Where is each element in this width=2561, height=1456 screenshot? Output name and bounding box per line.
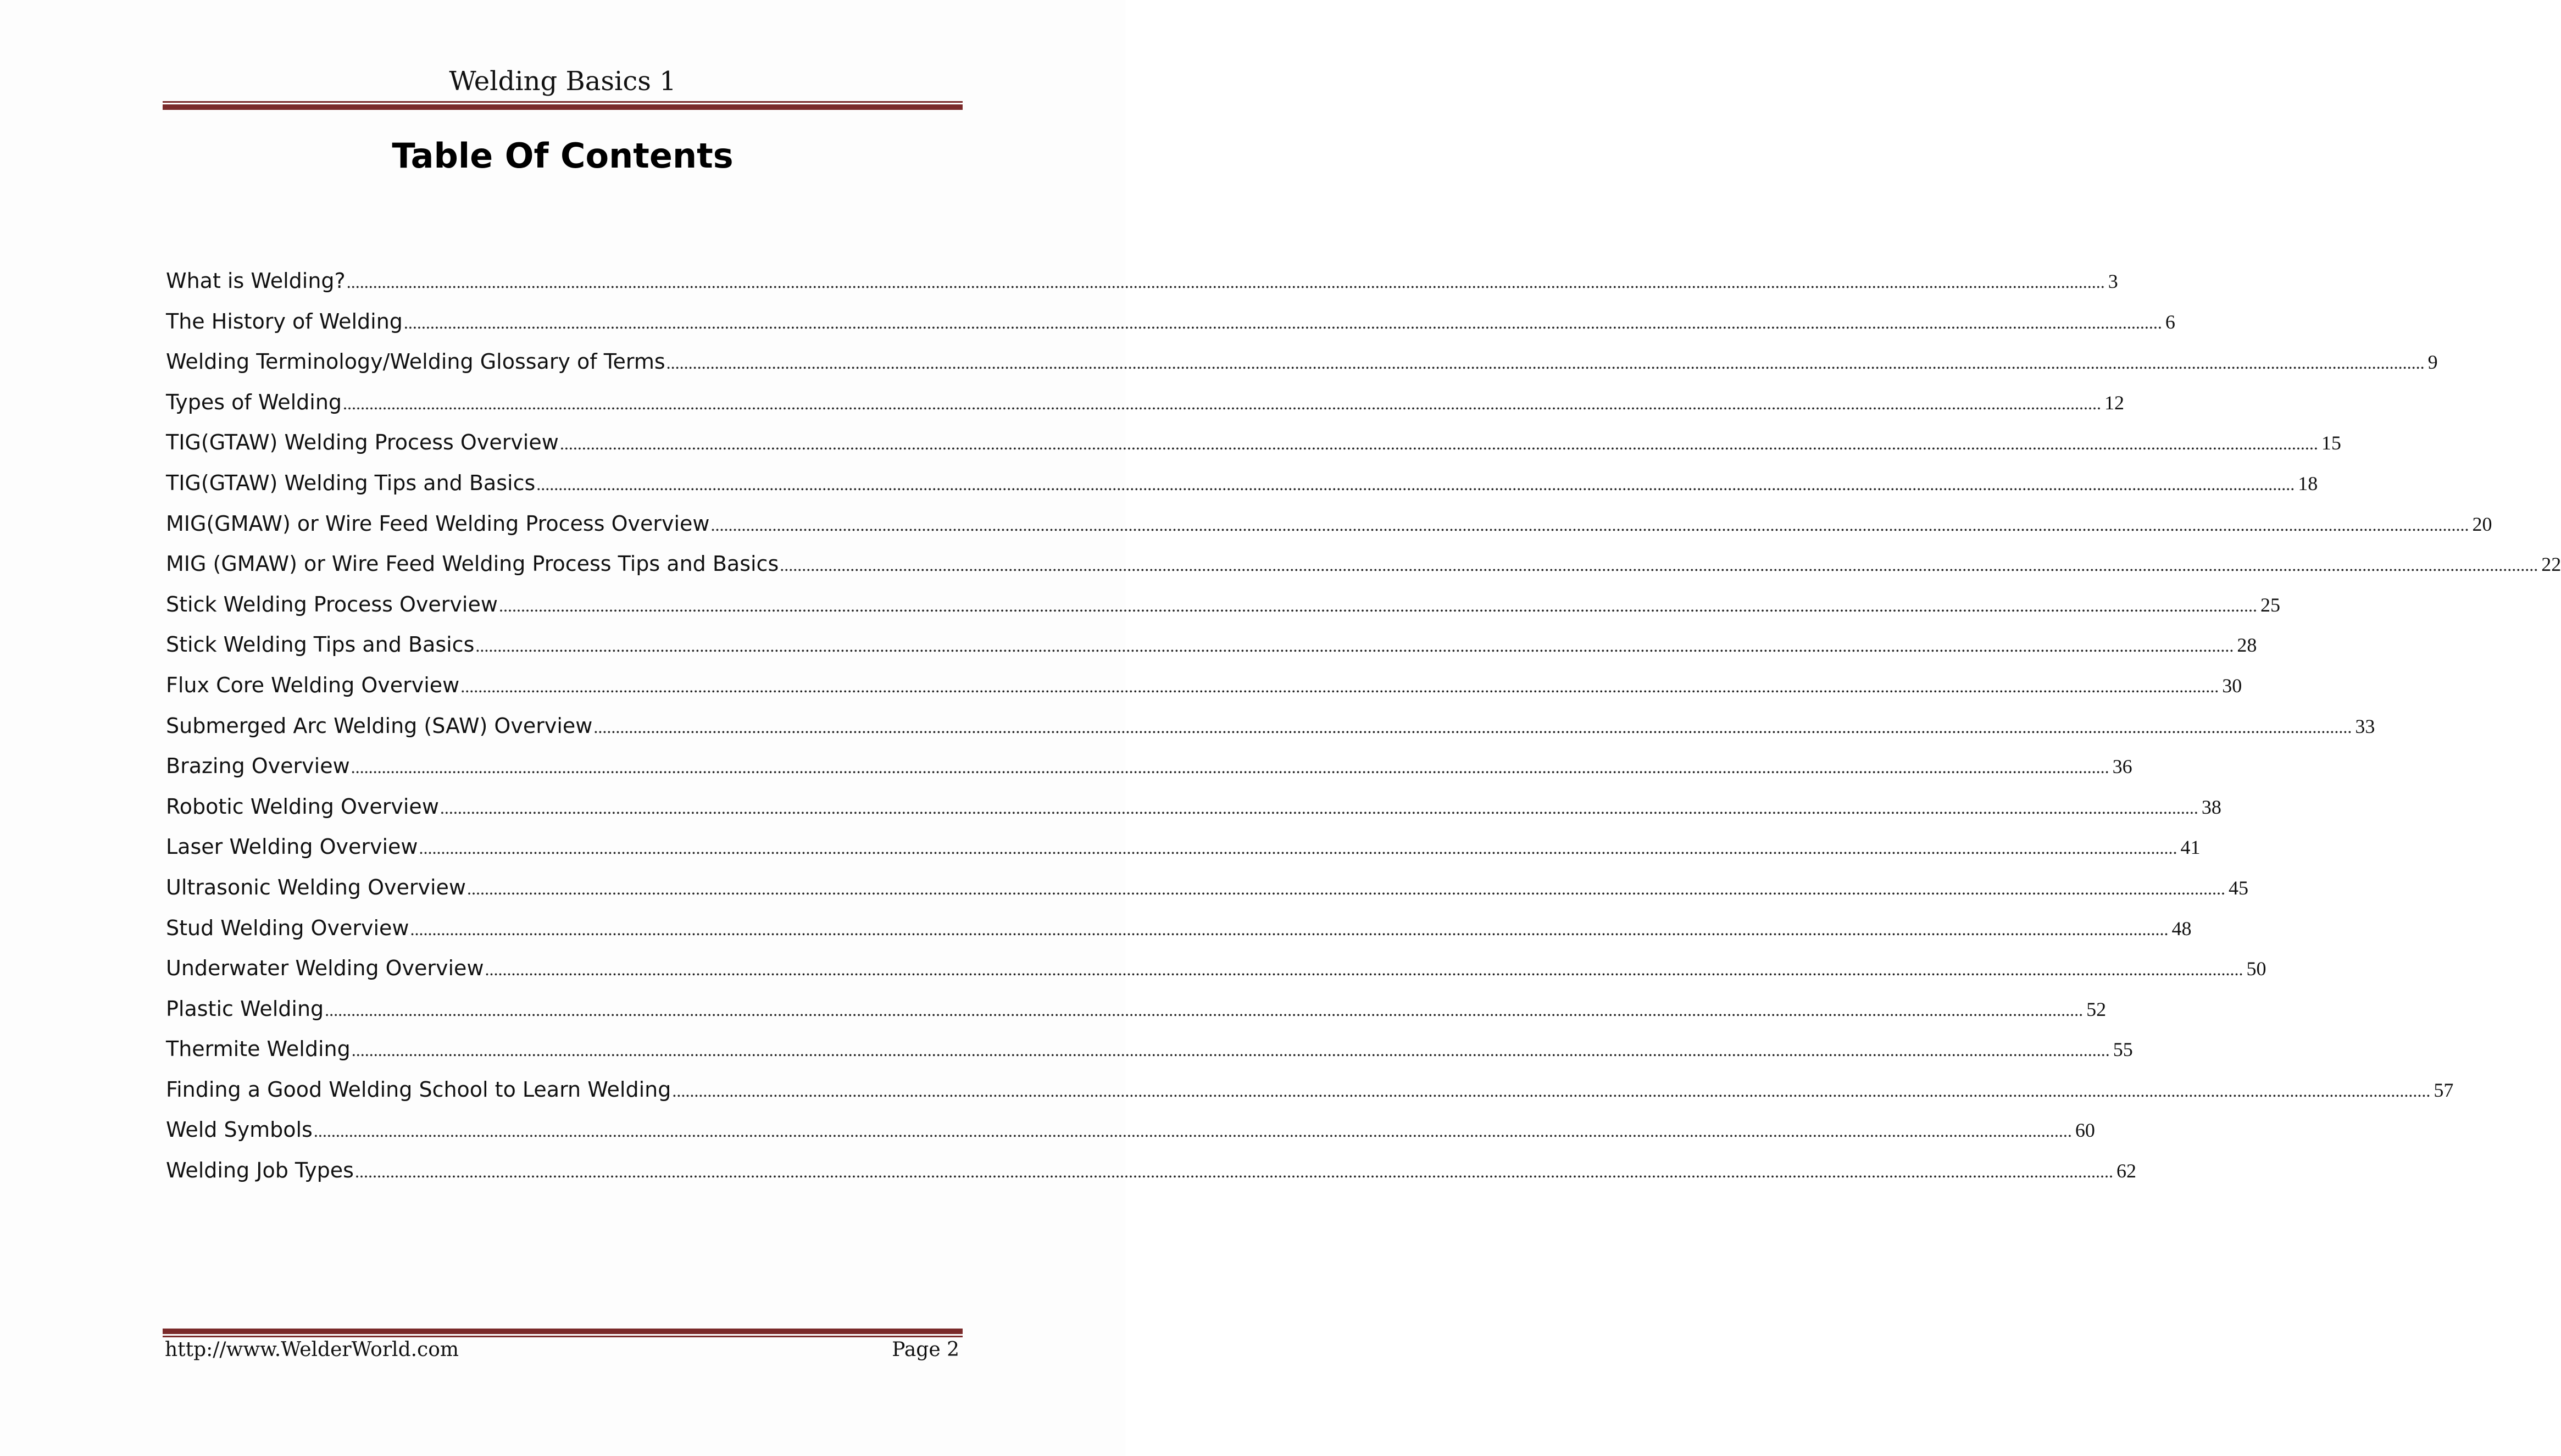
toc-entry-page-number[interactable]: 18 [2298, 472, 2318, 494]
toc-entry-title[interactable]: Stud Welding Overview [166, 915, 409, 940]
toc-entry-title[interactable]: Weld Symbols [166, 1118, 313, 1142]
toc-dot-leader: ................................................................................................................................................................................................................................................................................................................................................................................................................ [710, 514, 2469, 535]
toc-dot-leader: ................................................................................................................................................................................................................................................................................................................................................................................................................ [593, 716, 2352, 737]
toc-entry-page-number[interactable]: 55 [2113, 1038, 2133, 1061]
toc-entry-page-number[interactable]: 50 [2246, 958, 2266, 980]
toc-entry[interactable] [166, 954, 2266, 995]
toc-entry[interactable] [166, 510, 2492, 551]
header-rule [163, 101, 963, 110]
toc-entry[interactable] [166, 591, 2280, 631]
toc-entry[interactable] [166, 348, 2438, 388]
toc-dot-leader: ................................................................................................................................................................................................................................................................................................................................................................................................................ [475, 636, 2234, 656]
toc-entry[interactable] [166, 914, 2192, 955]
toc-entry-page-number[interactable]: 12 [2104, 391, 2125, 414]
toc-entry-page-number[interactable]: 52 [2086, 998, 2107, 1020]
toc-entry-title[interactable]: Types of Welding [166, 390, 342, 414]
toc-entry[interactable] [166, 712, 2375, 753]
toc-dot-leader: ................................................................................................................................................................................................................................................................................................................................................................................................................ [498, 595, 2257, 615]
toc-entry-title[interactable]: Stick Welding Tips and Basics [166, 632, 475, 657]
toc-entry[interactable] [166, 469, 2318, 510]
toc-entry-title[interactable]: Finding a Good Welding School to Learn Welding [166, 1077, 671, 1102]
toc-entry-title[interactable]: Ultrasonic Welding Overview [166, 875, 466, 899]
footer-page-number: Page 2 [892, 1338, 959, 1361]
toc-entry[interactable] [166, 631, 2257, 671]
toc-entry-page-number[interactable]: 20 [2472, 513, 2492, 535]
toc-entry-title[interactable]: Flux Core Welding Overview [166, 673, 460, 697]
toc-entry[interactable] [166, 1116, 2095, 1157]
toc-entry[interactable] [166, 874, 2248, 914]
toc-entry-title[interactable]: TIG(GTAW) Welding Tips and Basics [166, 470, 536, 495]
toc-entry-title[interactable]: Thermite Welding [166, 1037, 351, 1062]
toc-entry[interactable] [166, 1035, 2133, 1076]
toc-entry-page-number[interactable]: 22 [2541, 553, 2561, 576]
toc-dot-leader: ................................................................................................................................................................................................................................................................................................................................................................................................................ [666, 353, 2425, 373]
toc-dot-leader: ................................................................................................................................................................................................................................................................................................................................................................................................................ [485, 959, 2243, 980]
toc-entry-title[interactable]: Robotic Welding Overview [166, 794, 439, 819]
toc-entry-page-number[interactable]: 62 [2116, 1160, 2136, 1182]
toc-dot-leader: ................................................................................................................................................................................................................................................................................................................................................................................................................ [672, 1080, 2431, 1101]
toc-dot-leader: ................................................................................................................................................................................................................................................................................................................................................................................................................ [559, 434, 2318, 454]
toc-entry-title[interactable]: Welding Job Types [166, 1158, 354, 1183]
toc-entry-title[interactable]: MIG(GMAW) or Wire Feed Welding Process Overview [166, 511, 710, 536]
toc-entry-title[interactable]: MIG (GMAW) or Wire Feed Welding Process Tips and Basics [166, 552, 779, 576]
toc-dot-leader: ................................................................................................................................................................................................................................................................................................................................................................................................................ [343, 393, 2102, 413]
toc-entry-page-number[interactable]: 36 [2112, 755, 2132, 778]
toc-entry-page-number[interactable]: 38 [2201, 796, 2221, 818]
toc-dot-leader: ................................................................................................................................................................................................................................................................................................................................................................................................................ [410, 919, 2169, 939]
running-header-title: Welding Basics 1 [449, 66, 676, 97]
toc-entry-title[interactable]: The History of Welding [166, 309, 403, 334]
table-of-contents [166, 267, 2561, 1197]
toc-dot-leader: ................................................................................................................................................................................................................................................................................................................................................................................................................ [419, 838, 2177, 858]
toc-entry-title[interactable]: Welding Terminology/Welding Glossary of Terms [166, 349, 665, 374]
toc-entry[interactable] [166, 1076, 2454, 1116]
toc-entry-page-number[interactable]: 60 [2075, 1119, 2095, 1142]
toc-entry-page-number[interactable]: 25 [2260, 593, 2280, 616]
toc-entry-title[interactable]: Submerged Arc Welding (SAW) Overview [166, 713, 593, 738]
toc-entry-title[interactable]: Plastic Welding [166, 996, 324, 1021]
toc-entry[interactable] [166, 388, 2125, 429]
toc-dot-leader: ................................................................................................................................................................................................................................................................................................................................................................................................................ [467, 878, 2225, 898]
toc-entry-title[interactable]: Stick Welding Process Overview [166, 592, 498, 616]
toc-entry[interactable] [166, 995, 2107, 1036]
toc-entry[interactable] [166, 1157, 2136, 1197]
toc-entry-page-number[interactable]: 33 [2355, 715, 2375, 737]
toc-dot-leader: ................................................................................................................................................................................................................................................................................................................................................................................................................ [403, 312, 2162, 332]
toc-entry-page-number[interactable]: 3 [2108, 270, 2118, 292]
toc-entry-title[interactable]: Brazing Overview [166, 754, 350, 779]
toc-entry-page-number[interactable]: 6 [2165, 310, 2175, 333]
toc-dot-leader: ................................................................................................................................................................................................................................................................................................................................................................................................................ [536, 474, 2295, 494]
toc-entry[interactable] [166, 267, 2118, 308]
toc-entry[interactable] [166, 752, 2132, 793]
header-rule-thick-line [163, 104, 963, 110]
toc-entry-page-number[interactable]: 48 [2171, 917, 2192, 940]
toc-dot-leader: ................................................................................................................................................................................................................................................................................................................................................................................................................ [313, 1121, 2072, 1141]
toc-dot-leader: ................................................................................................................................................................................................................................................................................................................................................................................................................ [351, 1040, 2110, 1060]
toc-entry[interactable] [166, 671, 2242, 712]
toc-entry-page-number[interactable]: 41 [2180, 836, 2201, 859]
toc-entry-page-number[interactable]: 30 [2222, 674, 2242, 697]
footer-rule-thick-line [163, 1329, 963, 1334]
toc-dot-leader: ................................................................................................................................................................................................................................................................................................................................................................................................................ [351, 757, 2109, 777]
footer-website-link[interactable]: http://www.WelderWorld.com [165, 1338, 459, 1361]
toc-entry-page-number[interactable]: 28 [2237, 634, 2257, 657]
toc-entry[interactable] [166, 429, 2341, 469]
toc-entry-page-number[interactable]: 9 [2427, 351, 2438, 374]
toc-entry[interactable] [166, 308, 2175, 348]
toc-dot-leader: ................................................................................................................................................................................................................................................................................................................................................................................................................ [460, 676, 2219, 696]
toc-dot-leader: ................................................................................................................................................................................................................................................................................................................................................................................................................ [354, 1162, 2113, 1182]
toc-entry-page-number[interactable]: 45 [2229, 876, 2248, 899]
toc-entry[interactable] [166, 793, 2221, 833]
toc-entry[interactable] [166, 550, 2561, 591]
toc-entry-title[interactable]: Underwater Welding Overview [166, 956, 484, 981]
toc-dot-leader: ................................................................................................................................................................................................................................................................................................................................................................................................................ [346, 272, 2105, 292]
toc-dot-leader: ................................................................................................................................................................................................................................................................................................................................................................................................................ [325, 999, 2084, 1020]
toc-entry-page-number[interactable]: 57 [2434, 1079, 2454, 1101]
toc-entry-page-number[interactable]: 15 [2321, 432, 2341, 454]
toc-dot-leader: ................................................................................................................................................................................................................................................................................................................................................................................................................ [440, 797, 2198, 818]
page-title: Table Of Contents [392, 136, 734, 176]
toc-entry-title[interactable]: Laser Welding Overview [166, 835, 418, 859]
toc-entry[interactable] [166, 833, 2201, 874]
toc-entry-title[interactable]: TIG(GTAW) Welding Process Overview [166, 430, 559, 455]
toc-entry-title[interactable]: What is Welding? [166, 269, 346, 293]
toc-dot-leader: ................................................................................................................................................................................................................................................................................................................................................................................................................ [780, 555, 2538, 575]
